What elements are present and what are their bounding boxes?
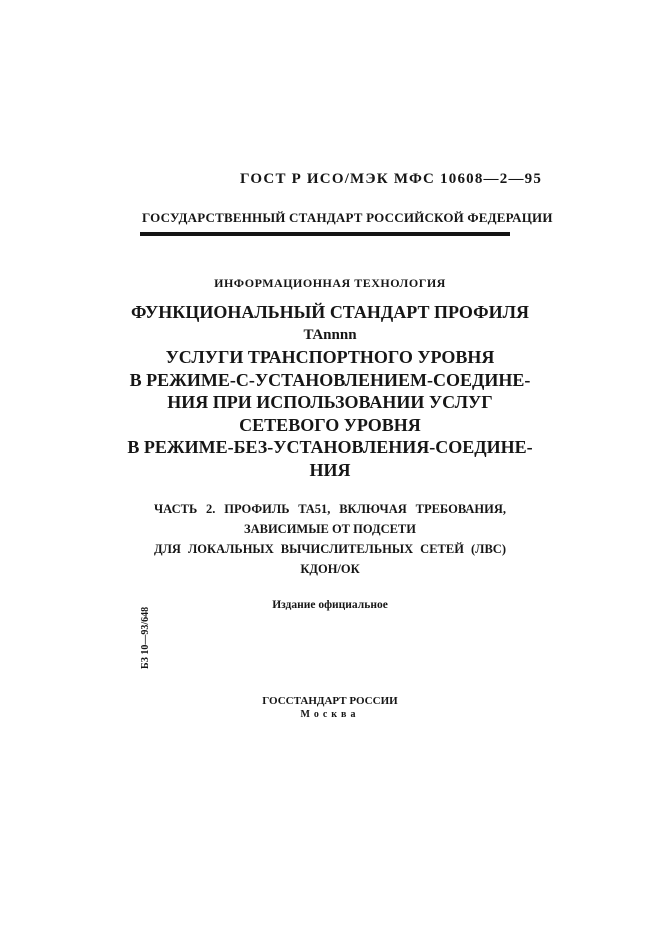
title-line: В РЕЖИМЕ-С-УСТАНОВЛЕНИЕМ-СОЕДИНЕ- bbox=[129, 369, 531, 390]
title-line: СЕТЕВОГО УРОВНЯ bbox=[239, 414, 421, 435]
publisher-block bbox=[120, 694, 540, 722]
document-code: ГОСТ Р ИСО/МЭК МФС 10608—2—95 bbox=[240, 171, 543, 187]
title-profile-id: TAnnnn bbox=[303, 326, 357, 343]
title-line: УСЛУГИ ТРАНСПОРТНОГО УРОВНЯ bbox=[165, 347, 495, 367]
publisher-name: ГОССТАНДАРТ РОССИИ bbox=[262, 695, 398, 707]
state-standard-heading: ГОСУДАРСТВЕННЫЙ СТАНДАРТ РОССИЙСКОЙ ФЕДЕРАЦИИ bbox=[142, 210, 553, 225]
subject-heading: ИНФОРМАЦИОННАЯ ТЕХНОЛОГИЯ bbox=[214, 276, 446, 290]
title-line: ФУНКЦИОНАЛЬНЫЙ СТАНДАРТ ПРОФИЛЯ bbox=[130, 302, 530, 322]
publisher-city: Москва bbox=[300, 709, 360, 720]
part-line: ЧАСТЬ 2. ПРОФИЛЬ TA51, ВКЛЮЧАЯ ТРЕБОВАНИЯ, bbox=[154, 502, 506, 516]
part-subtitle bbox=[120, 499, 540, 579]
part-line: КДОН/ОК bbox=[300, 562, 360, 576]
title-line: НИЯ bbox=[309, 459, 351, 480]
part-line: ДЛЯ ЛОКАЛЬНЫХ ВЫЧИСЛИТЕЛЬНЫХ СЕТЕЙ (ЛВС) bbox=[154, 542, 506, 556]
document-title bbox=[120, 301, 540, 481]
header-rule bbox=[140, 232, 510, 236]
title-line: В РЕЖИМЕ-БЕЗ-УСТАНОВЛЕНИЯ-СОЕДИНЕ- bbox=[127, 437, 533, 457]
edition-note: Издание официальное bbox=[272, 599, 388, 611]
part-line: ЗАВИСИМЫЕ ОТ ПОДСЕТИ bbox=[243, 522, 416, 536]
title-line: НИЯ ПРИ ИСПОЛЬЗОВАНИИ УСЛУГ bbox=[167, 392, 493, 412]
order-code: БЗ 10—93/648 bbox=[140, 606, 151, 669]
